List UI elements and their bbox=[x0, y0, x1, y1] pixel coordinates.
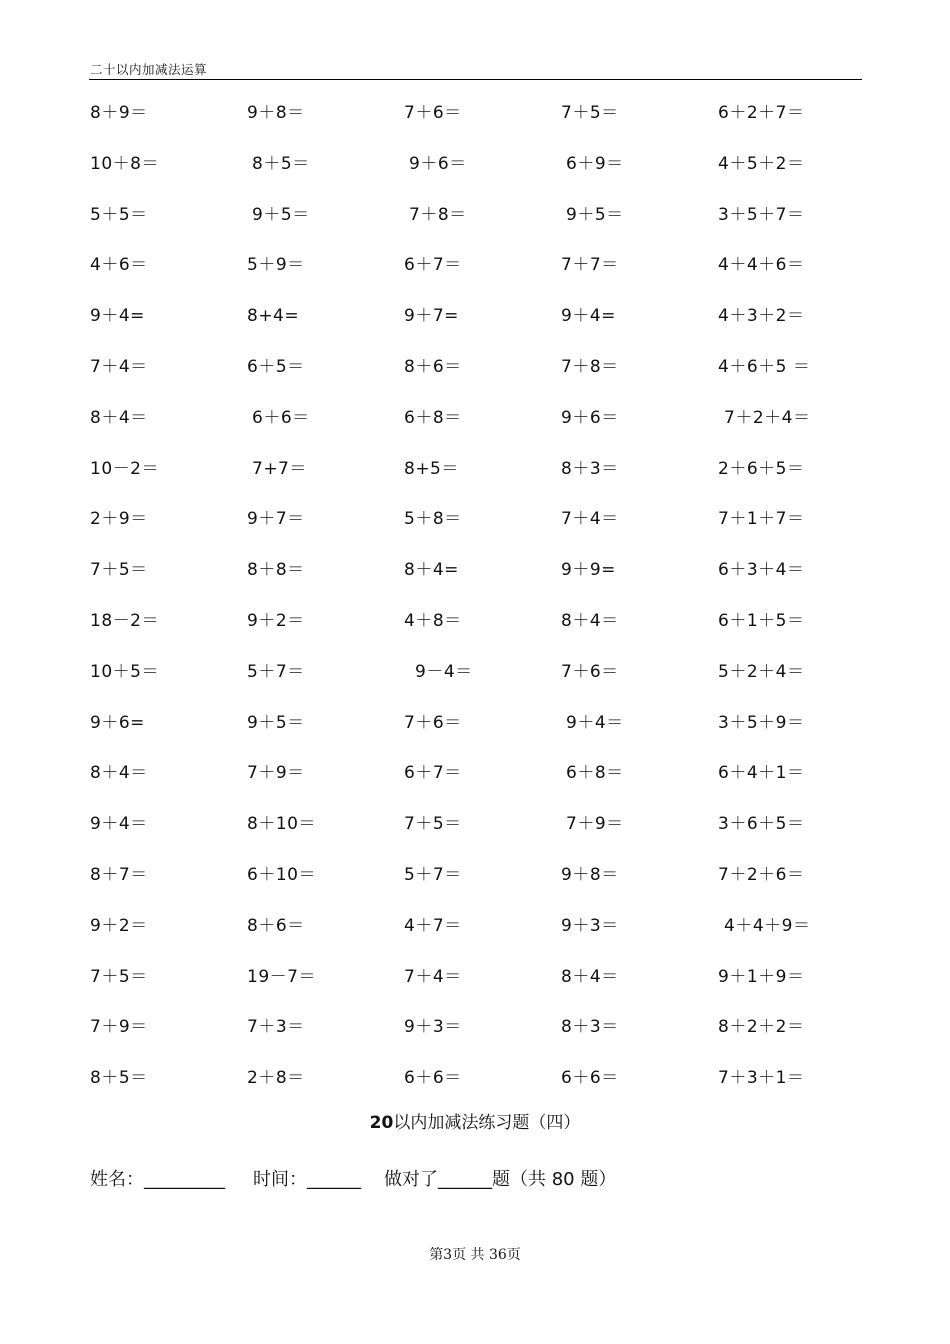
problem-item: 9＋7＝ bbox=[247, 509, 305, 530]
problem-row bbox=[0, 151, 950, 177]
problem-item: 8＋4＝ bbox=[561, 611, 619, 631]
problem-item: 6＋7＝ bbox=[404, 255, 462, 276]
problem-row bbox=[0, 202, 950, 228]
problem-item: 6＋6＝ bbox=[404, 1068, 462, 1089]
problem-item: 6＋8＝ bbox=[404, 407, 462, 428]
problem-item: 8＋5＝ bbox=[90, 1068, 148, 1089]
problem-item: 8＋9＝ bbox=[90, 103, 148, 123]
problem-item: 5＋9＝ bbox=[247, 255, 305, 276]
problem-item: 7＋4＝ bbox=[404, 966, 462, 987]
problem-item: 6＋4＋1＝ bbox=[718, 763, 805, 784]
problem-item: 7＋3＋1＝ bbox=[718, 1068, 805, 1089]
problem-item: 9＋9= bbox=[561, 560, 616, 581]
problem-item: 4＋7＝ bbox=[404, 915, 462, 936]
problem-item: 6＋9＝ bbox=[566, 153, 624, 174]
problem-item: 8＋4= bbox=[404, 560, 459, 581]
problem-item: 7＋5＝ bbox=[90, 966, 148, 987]
problem-item: 9＋2＝ bbox=[90, 915, 148, 936]
problem-item: 9＋4＝ bbox=[566, 712, 624, 733]
problem-item: 6＋1＋5＝ bbox=[718, 611, 805, 631]
problem-item: 7＋8＝ bbox=[561, 357, 619, 377]
problem-item: 4＋8＝ bbox=[404, 611, 462, 631]
problem-item: 7＋9＝ bbox=[90, 1017, 148, 1038]
problem-item: 4＋5＋2＝ bbox=[718, 153, 805, 174]
problem-item: 8＋6＝ bbox=[404, 357, 462, 377]
problem-item: 7＋8＝ bbox=[409, 204, 467, 225]
time-field: 时间：______ bbox=[253, 1169, 361, 1190]
problem-row bbox=[0, 1014, 950, 1040]
problem-item: 8＋3＝ bbox=[561, 1017, 619, 1038]
problem-row bbox=[0, 811, 950, 837]
problem-item: 3＋5＋9＝ bbox=[718, 712, 805, 733]
problem-item: 6＋6＝ bbox=[561, 1068, 619, 1089]
problem-item: 8＋10＝ bbox=[247, 814, 316, 835]
problem-item: 9－4＝ bbox=[415, 661, 473, 682]
problem-item: 8＋8＝ bbox=[247, 560, 305, 581]
problem-row bbox=[0, 405, 950, 431]
problem-row bbox=[0, 100, 950, 126]
exercise-title-number: 20 bbox=[369, 1113, 394, 1133]
problem-item: 4＋6＝ bbox=[90, 255, 148, 276]
problem-item: 10－2＝ bbox=[90, 458, 159, 479]
problem-item: 5＋7＝ bbox=[247, 661, 305, 682]
problem-item: 7＋9＝ bbox=[247, 763, 305, 784]
problem-item: 5＋7＝ bbox=[404, 865, 462, 885]
problem-item: 4＋3＋2＝ bbox=[718, 306, 805, 327]
problem-item: 6＋7＝ bbox=[404, 763, 462, 784]
problem-item: 7+7＝ bbox=[252, 458, 307, 479]
problem-row bbox=[0, 659, 950, 685]
problem-item: 7＋2＋4＝ bbox=[724, 407, 811, 428]
page-number: 第3页 共 36页 bbox=[429, 1247, 521, 1263]
problem-item: 10＋8＝ bbox=[90, 153, 159, 174]
problem-row bbox=[0, 913, 950, 939]
problem-item: 7＋5＝ bbox=[561, 103, 619, 123]
problem-row bbox=[0, 1065, 950, 1091]
problem-item: 4＋4＋6＝ bbox=[718, 255, 805, 276]
problem-item: 7＋6＝ bbox=[404, 712, 462, 733]
problem-item: 5＋2＋4＝ bbox=[718, 661, 805, 682]
problem-item: 7＋5＝ bbox=[404, 814, 462, 835]
problem-item: 9＋5＝ bbox=[252, 204, 310, 225]
problem-item: 9＋5＝ bbox=[566, 204, 624, 225]
problem-row bbox=[0, 964, 950, 990]
problem-item: 9＋4= bbox=[90, 306, 145, 327]
problem-item: 9＋7= bbox=[404, 306, 459, 327]
problem-item: 8＋3＝ bbox=[561, 458, 619, 479]
problem-item: 10＋5＝ bbox=[90, 661, 159, 682]
problem-item: 9＋4＝ bbox=[90, 814, 148, 835]
problem-item: 8＋4＝ bbox=[561, 966, 619, 987]
problem-item: 2＋9＝ bbox=[90, 509, 148, 530]
problem-item: 8+5＝ bbox=[404, 458, 459, 479]
problem-item: 7＋2＋6＝ bbox=[718, 865, 805, 885]
problem-item: 2＋6＋5＝ bbox=[718, 458, 805, 479]
problem-item: 19－7＝ bbox=[247, 966, 316, 987]
problem-item: 9＋2＝ bbox=[247, 611, 305, 631]
problem-item: 9＋6= bbox=[90, 712, 145, 733]
problem-item: 7＋4＝ bbox=[561, 509, 619, 530]
problem-item: 8＋2＋2＝ bbox=[718, 1017, 805, 1038]
header-title: 二十以内加减法运算 bbox=[90, 62, 208, 77]
problem-item: 9＋3＝ bbox=[561, 915, 619, 936]
problem-item: 9＋8＝ bbox=[247, 103, 305, 123]
problem-item: 8＋5＝ bbox=[252, 153, 310, 174]
problem-row bbox=[0, 354, 950, 380]
problem-item: 8＋4＝ bbox=[90, 763, 148, 784]
problem-item: 4＋6＋5 ＝ bbox=[718, 357, 811, 377]
problem-item: 4＋4＋9＝ bbox=[724, 915, 811, 936]
problem-row bbox=[0, 303, 950, 329]
problem-item: 8+4= bbox=[247, 306, 300, 327]
problem-item: 7＋6＝ bbox=[561, 661, 619, 682]
problem-item: 8＋7＝ bbox=[90, 865, 148, 885]
exercise-title-text: 以内加减法练习题（四） bbox=[393, 1113, 581, 1133]
correct-count-field: 做对了______题（共 80 题） bbox=[384, 1169, 617, 1190]
problem-item: 18－2＝ bbox=[90, 611, 159, 631]
problem-item: 7＋5＝ bbox=[90, 560, 148, 581]
problem-row bbox=[0, 760, 950, 786]
problem-item: 5＋8＝ bbox=[404, 509, 462, 530]
problem-item: 2＋8＝ bbox=[247, 1068, 305, 1089]
problem-row bbox=[0, 506, 950, 532]
problem-item: 7＋7＝ bbox=[561, 255, 619, 276]
problem-row bbox=[0, 710, 950, 736]
problem-item: 9＋3＝ bbox=[404, 1017, 462, 1038]
problem-item: 8＋4＝ bbox=[90, 407, 148, 428]
problem-item: 7＋4＝ bbox=[90, 357, 148, 377]
problem-item: 5＋5＝ bbox=[90, 204, 148, 225]
problem-item: 8＋6＝ bbox=[247, 915, 305, 936]
problem-item: 9＋6＝ bbox=[561, 407, 619, 428]
problem-item: 9＋1＋9＝ bbox=[718, 966, 805, 987]
problem-item: 9＋5＝ bbox=[247, 712, 305, 733]
problem-item: 9＋6＝ bbox=[409, 153, 467, 174]
problem-item: 3＋6＋5＝ bbox=[718, 814, 805, 835]
problem-item: 7＋9＝ bbox=[566, 814, 624, 835]
exercise-title bbox=[0, 1109, 950, 1137]
problem-row bbox=[0, 456, 950, 482]
problem-row bbox=[0, 252, 950, 278]
problem-row bbox=[0, 608, 950, 634]
problem-item: 6＋2＋7＝ bbox=[718, 103, 805, 123]
problem-item: 6＋8＝ bbox=[566, 763, 624, 784]
problem-item: 7＋6＝ bbox=[404, 103, 462, 123]
problem-row bbox=[0, 557, 950, 583]
problem-item: 3＋5＋7＝ bbox=[718, 204, 805, 225]
problem-item: 6＋6＝ bbox=[252, 407, 310, 428]
problem-item: 7＋3＝ bbox=[247, 1017, 305, 1038]
problem-item: 6＋10＝ bbox=[247, 865, 316, 885]
name-field: 姓名：_________ bbox=[90, 1169, 225, 1190]
problem-item: 6＋5＝ bbox=[247, 357, 305, 377]
problem-row bbox=[0, 862, 950, 888]
problem-item: 7＋1＋7＝ bbox=[718, 509, 805, 530]
problem-item: 9＋4= bbox=[561, 306, 616, 327]
problem-item: 9＋8＝ bbox=[561, 865, 619, 885]
problem-item: 6＋3＋4＝ bbox=[718, 560, 805, 581]
